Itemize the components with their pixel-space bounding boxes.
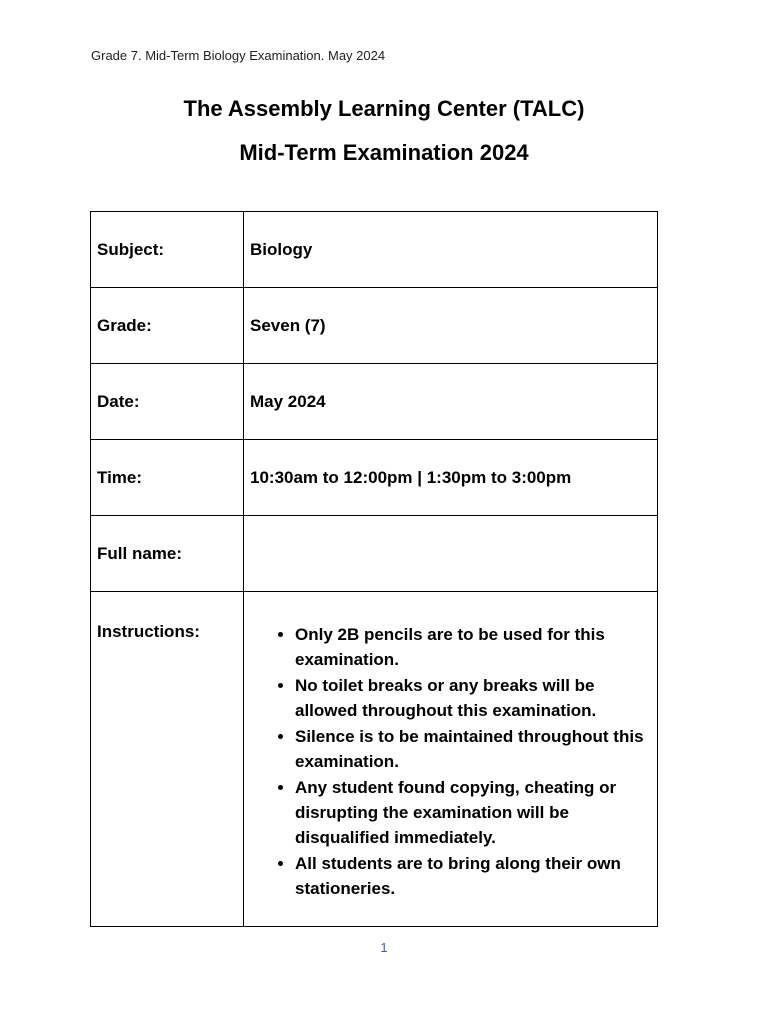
full-name-label: Full name:	[91, 516, 244, 592]
instructions-label: Instructions:	[91, 592, 244, 927]
subject-value: Biology	[244, 212, 658, 288]
instruction-item: • All students are to bring along their own stationeries.	[295, 851, 651, 901]
page-number: 1	[380, 940, 388, 955]
table-row-grade	[91, 288, 658, 364]
table-row-subject	[91, 212, 658, 288]
table-row-full-name	[91, 516, 658, 592]
date-label: Date:	[91, 364, 244, 440]
full-name-field[interactable]	[244, 516, 658, 592]
table-row-time	[91, 440, 658, 516]
subject-label: Subject:	[91, 212, 244, 288]
running-header: Grade 7. Mid-Term Biology Examination. May 2024	[91, 48, 386, 63]
instruction-item: • Silence is to be maintained throughout this examination.	[295, 724, 651, 774]
grade-value: Seven (7)	[244, 288, 658, 364]
instruction-item: • No toilet breaks or any breaks will be allowed throughout this examination.	[295, 673, 651, 723]
time-label: Time:	[91, 440, 244, 516]
date-value: May 2024	[244, 364, 658, 440]
instructions-list	[250, 622, 651, 901]
table-row-instructions	[91, 592, 658, 927]
instruction-item: • Only 2B pencils are to be used for this examination.	[295, 622, 651, 672]
time-value: 10:30am to 12:00pm | 1:30pm to 3:00pm	[244, 440, 658, 516]
grade-label: Grade:	[91, 288, 244, 364]
school-title: The Assembly Learning Center (TALC)	[183, 96, 585, 121]
table-row-date	[91, 364, 658, 440]
instruction-item: • Any student found copying, cheating or disrupting the examination will be disqualified immediately.	[295, 775, 651, 850]
exam-info-table	[90, 211, 658, 927]
instructions-cell	[244, 592, 658, 927]
exam-title: Mid-Term Examination 2024	[239, 140, 529, 165]
